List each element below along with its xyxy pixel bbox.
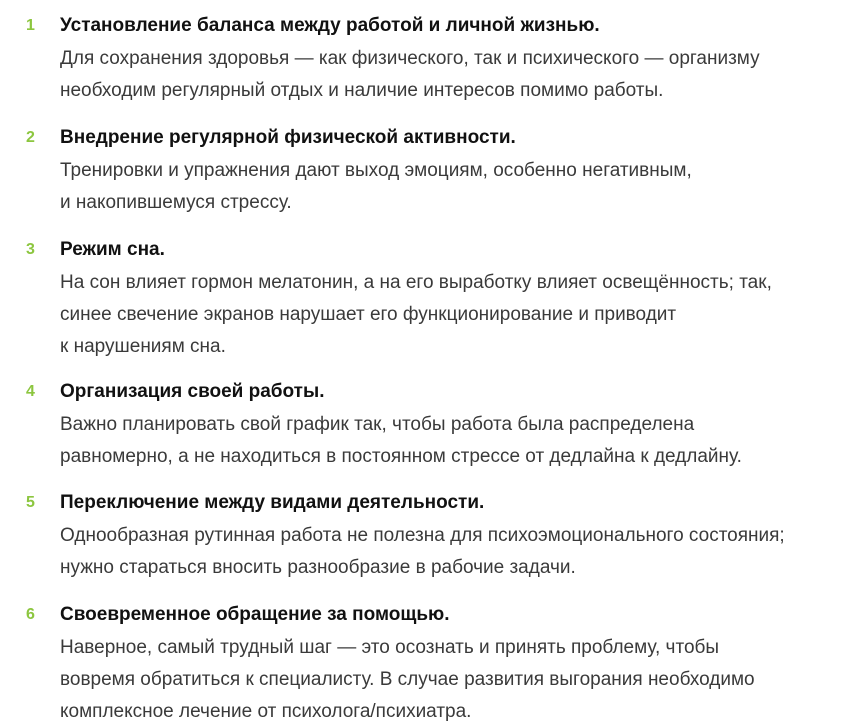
item-title: Своевременное обращение за помощью.: [60, 604, 450, 625]
description-line: вовремя обратиться к специалисту. В случае развития выгорания необходимо: [60, 669, 755, 690]
item-description: [60, 43, 840, 107]
item-number: 2: [26, 129, 35, 146]
description-line: равномерно, а не находиться в постоянном стрессе от дедлайна к дедлайну.: [60, 446, 742, 467]
item-number: 3: [26, 241, 35, 258]
item-title: Организация своей работы.: [60, 381, 325, 402]
item-title: Переключение между видами деятельности.: [60, 492, 485, 513]
item-description: [60, 632, 840, 728]
description-line: комплексное лечение от психолога/психиатра.: [60, 701, 472, 722]
description-line: Для сохранения здоровья — как физического, так и психического — организму: [60, 48, 760, 69]
description-line: нужно стараться вносить разнообразие в рабочие задачи.: [60, 557, 576, 578]
item-content: [60, 13, 840, 107]
item-number: 5: [26, 494, 35, 511]
item-number: 6: [26, 606, 35, 623]
item-description: [60, 409, 840, 473]
description-line: необходим регулярный отдых и наличие интересов помимо работы.: [60, 80, 664, 101]
description-line: Однообразная рутинная работа не полезна для психоэмоционального состояния;: [60, 525, 785, 546]
item-number: 4: [26, 383, 35, 400]
description-line: синее свечение экранов нарушает его функционирование и приводит: [60, 304, 677, 325]
description-line: к нарушениям сна.: [60, 336, 226, 357]
description-line: На сон влияет гормон мелатонин, а на его выработку влияет освещённость; так,: [60, 272, 772, 293]
description-line: Тренировки и упражнения дают выход эмоциям, особенно негативным,: [60, 160, 692, 181]
item-description: [60, 520, 840, 584]
item-content: [60, 602, 840, 728]
item-content: [60, 125, 840, 219]
description-line: и накопившемуся стрессу.: [60, 192, 292, 213]
item-description: [60, 155, 840, 219]
description-line: Наверное, самый трудный шаг — это осознать и принять проблему, чтобы: [60, 637, 720, 658]
item-title: Внедрение регулярной физической активности.: [60, 127, 516, 148]
item-content: [60, 379, 840, 473]
item-number: 1: [26, 17, 35, 34]
item-title: Установление баланса между работой и личной жизнью.: [60, 15, 600, 36]
item-content: [60, 490, 840, 584]
item-title: Режим сна.: [60, 239, 165, 260]
item-description: [60, 267, 840, 363]
description-line: Важно планировать свой график так, чтобы работа была распределена: [60, 414, 695, 435]
item-content: [60, 237, 840, 363]
